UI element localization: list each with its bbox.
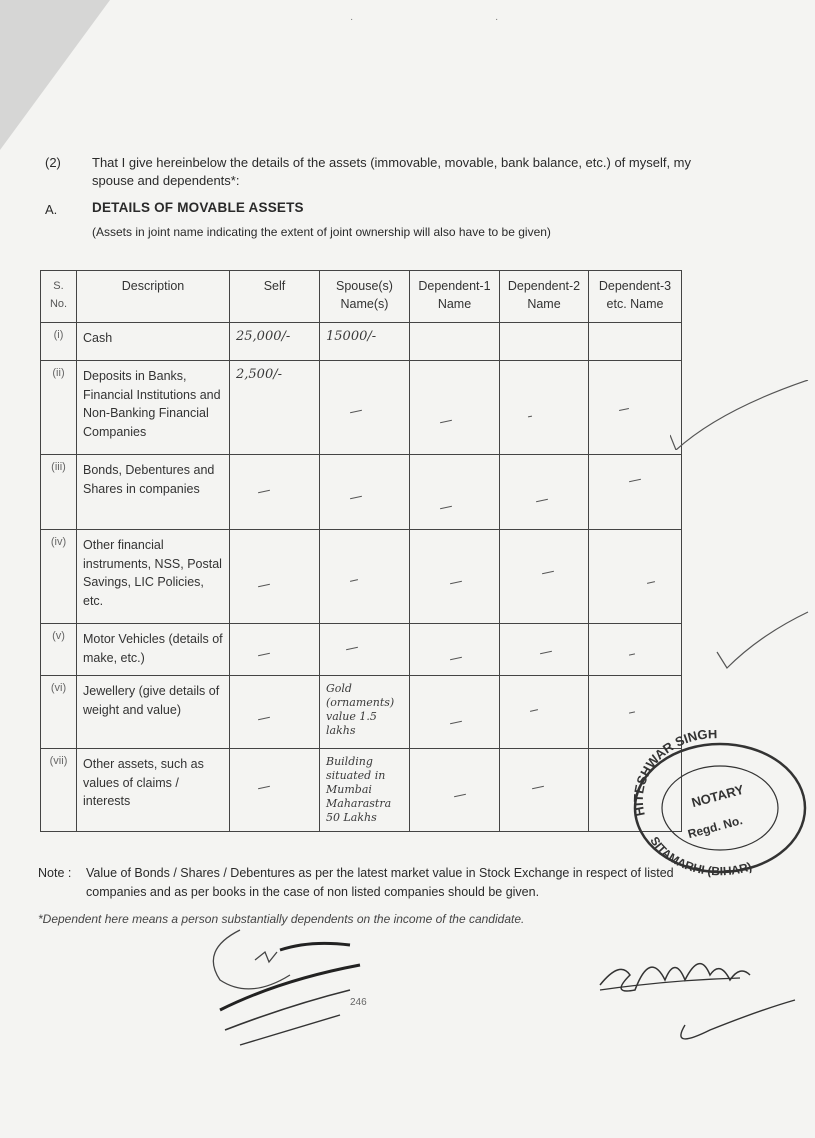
dependent-2-value [500, 323, 589, 361]
dependent-1-value [410, 323, 500, 361]
row-number: (vi) [41, 676, 77, 749]
row-description: Other assets, such as values of claims / interests [77, 749, 230, 832]
stamp-regd: Regd. No. [686, 813, 744, 842]
row-description: Jewellery (give details of weight and value) [77, 676, 230, 749]
table-row [41, 530, 682, 624]
dependent-2-dash [500, 749, 589, 832]
table-row [41, 323, 682, 361]
row-number: (ii) [41, 361, 77, 455]
spouse-dash [320, 361, 410, 455]
dash-mark [450, 721, 462, 724]
scan-corner-shadow [0, 0, 110, 150]
note-text: Value of Bonds / Shares / Debentures as per the latest market value in Stock Exchange in respect of listed companies and as per books in the case of non listed companies should be given. [86, 866, 674, 899]
tick-mark [715, 610, 810, 670]
dash-mark [540, 651, 552, 654]
tick-mark [670, 380, 810, 450]
dash-mark [450, 657, 462, 660]
dash-mark [346, 647, 358, 650]
dash-mark [532, 786, 544, 789]
header-dependent-3: Dependent-3 etc. Name [589, 271, 682, 323]
page-number: 246 [350, 997, 367, 1008]
self-dash [230, 530, 320, 624]
row-number: (iii) [41, 455, 77, 530]
row-number: (iv) [41, 530, 77, 624]
header-description: Description [77, 271, 230, 323]
dependent-2-dash [500, 455, 589, 530]
dash-mark [258, 717, 270, 720]
self-dash [230, 624, 320, 676]
dash-mark [350, 579, 358, 582]
dependent-1-dash [410, 624, 500, 676]
self-value: 25,000/- [230, 323, 320, 361]
dash-mark [258, 490, 270, 493]
dash-mark [258, 653, 270, 656]
header-dependent-1: Dependent-1 Name [410, 271, 500, 323]
dependent-2-dash [500, 676, 589, 749]
table-row [41, 624, 682, 676]
scan-smudge: · · [350, 14, 499, 25]
dependent-3-dash [589, 624, 682, 676]
section-subtitle: (Assets in joint name indicating the extent of joint ownership will also have to be given) [92, 225, 551, 239]
table-row [41, 455, 682, 530]
table-row [41, 749, 682, 832]
dash-mark [530, 709, 538, 712]
dependent-footnote: *Dependent here means a person substantially dependents on the income of the candidate. [38, 912, 525, 926]
stamp-name: HITESHWAR SINGH [630, 730, 718, 818]
table-row [41, 676, 682, 749]
dash-mark [647, 581, 655, 584]
paragraph-number: (2) [45, 155, 61, 170]
dash-mark [450, 581, 462, 584]
section-title: DETAILS OF MOVABLE ASSETS [92, 200, 304, 215]
dash-mark [350, 496, 362, 499]
dash-mark [629, 653, 635, 655]
spouse-dash [320, 624, 410, 676]
row-description: Other financial instruments, NSS, Postal Savings, LIC Policies, etc. [77, 530, 230, 624]
dependent-1-dash [410, 530, 500, 624]
self-dash [230, 455, 320, 530]
dash-mark [440, 420, 452, 423]
spouse-dash [320, 455, 410, 530]
spouse-value: 15000/- [320, 323, 410, 361]
dash-mark [440, 506, 452, 509]
header-spouse: Spouse(s) Name(s) [320, 271, 410, 323]
spouse-value: Gold (ornaments) value 1.5 lakhs [320, 676, 410, 749]
dependent-2-dash [500, 530, 589, 624]
table-row [41, 361, 682, 455]
section-letter: A. [45, 202, 58, 217]
dash-mark [528, 416, 532, 418]
dependent-1-dash [410, 455, 500, 530]
handwritten-signature [590, 940, 800, 1050]
row-description: Bonds, Debentures and Shares in companies [77, 455, 230, 530]
header-self: Self [230, 271, 320, 323]
row-number: (vii) [41, 749, 77, 832]
row-description: Deposits in Banks, Financial Institutions and Non-Banking Financial Companies [77, 361, 230, 455]
handwritten-signature [200, 920, 390, 1060]
table-header-row [41, 271, 682, 323]
svg-text:SITAMARHI (BIHAR) [647, 834, 753, 878]
movable-assets-table [40, 270, 682, 832]
dash-mark [619, 408, 629, 411]
dependent-2-dash [500, 624, 589, 676]
dependent-3-dash [589, 455, 682, 530]
row-description: Motor Vehicles (details of make, etc.) [77, 624, 230, 676]
paragraph-text: That I give hereinbelow the details of the assets (immovable, movable, bank balance, etc.) of myself, my spouse and dependents*: [92, 155, 692, 188]
dependent-1-dash [410, 361, 500, 455]
self-value: 2,500/- [230, 361, 320, 455]
dependent-1-dash [410, 676, 500, 749]
dash-mark [258, 584, 270, 587]
spouse-value: Building situated in Mumbai Maharastra 50 Lakhs [320, 749, 410, 832]
dash-mark [454, 794, 466, 797]
row-number: (v) [41, 624, 77, 676]
stamp-title: NOTARY [689, 781, 746, 811]
dash-mark [629, 479, 641, 482]
dash-mark [629, 711, 635, 713]
dash-mark [536, 499, 548, 502]
stamp-place: SITAMARHI (BIHAR) [647, 834, 754, 879]
notary-stamp [620, 730, 810, 880]
dependent-2-dash [500, 361, 589, 455]
self-dash [230, 676, 320, 749]
dash-mark [350, 410, 362, 413]
header-dependent-2: Dependent-2 Name [500, 271, 589, 323]
dependent-3-value [589, 323, 682, 361]
dependent-1-dash [410, 749, 500, 832]
row-description: Cash [77, 323, 230, 361]
dependent-3-dash [589, 361, 682, 455]
spouse-dash [320, 530, 410, 624]
dash-mark [258, 786, 270, 789]
header-sno: S. No. [41, 271, 77, 323]
note-label: Note : [38, 866, 72, 880]
row-number: (i) [41, 323, 77, 361]
dash-mark [542, 571, 554, 574]
self-dash [230, 749, 320, 832]
dependent-3-dash [589, 530, 682, 624]
